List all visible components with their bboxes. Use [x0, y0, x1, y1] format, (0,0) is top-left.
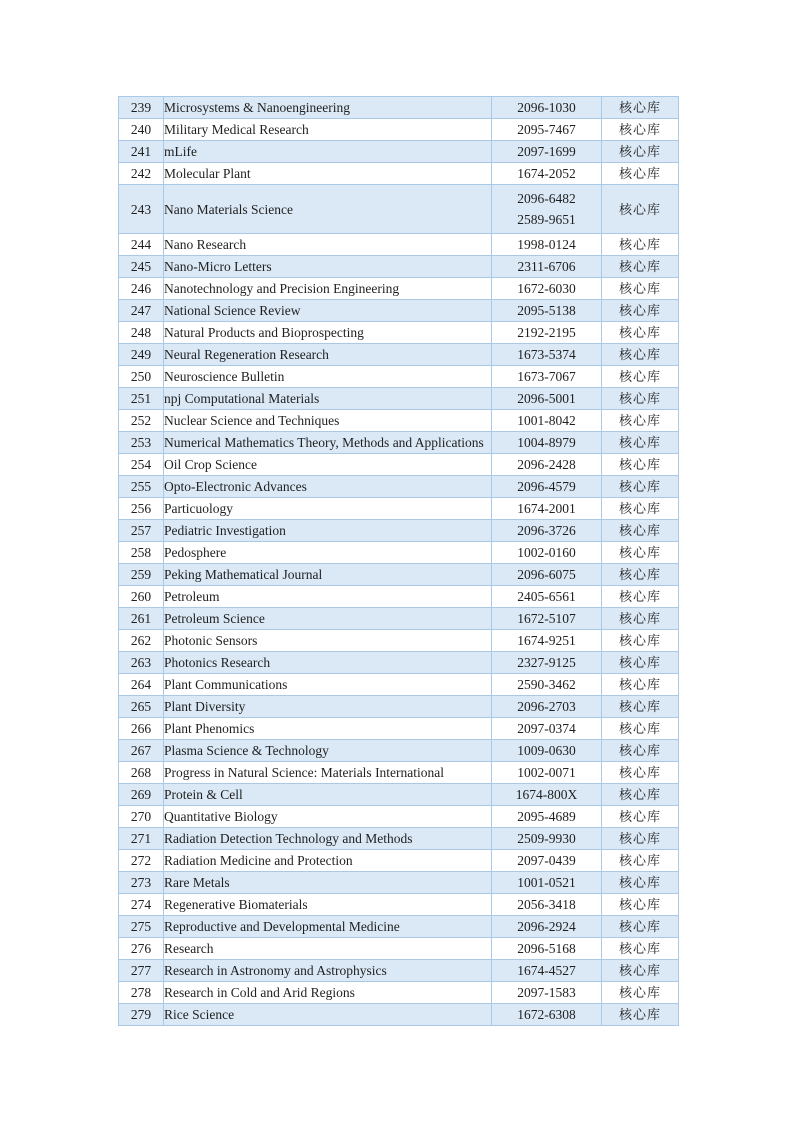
issn-cell — [492, 938, 602, 960]
row-number-cell: 262 — [119, 630, 164, 652]
journal-name-cell: Nanotechnology and Precision Engineering — [164, 278, 492, 300]
table-row — [119, 960, 679, 982]
issn-value: 2095-4689 — [517, 809, 576, 824]
issn-value: 2095-7467 — [517, 122, 576, 137]
journal-name-cell: Rare Metals — [164, 872, 492, 894]
journal-name-cell: Research in Astronomy and Astrophysics — [164, 960, 492, 982]
table-row — [119, 498, 679, 520]
issn-value: 1674-2052 — [517, 166, 576, 181]
journal-name-cell: Photonic Sensors — [164, 630, 492, 652]
journal-name-cell: Peking Mathematical Journal — [164, 564, 492, 586]
issn-cell — [492, 163, 602, 185]
row-number-cell: 256 — [119, 498, 164, 520]
issn-cell — [492, 498, 602, 520]
journal-name-cell: Nano-Micro Letters — [164, 256, 492, 278]
journal-table-container — [118, 96, 678, 1026]
journal-name-cell: Numerical Mathematics Theory, Methods and Applications — [164, 432, 492, 454]
issn-cell — [492, 185, 602, 234]
issn-cell — [492, 256, 602, 278]
issn-cell — [492, 388, 602, 410]
issn-cell — [492, 960, 602, 982]
journal-name-cell: Neural Regeneration Research — [164, 344, 492, 366]
issn-value: 2095-5138 — [517, 303, 576, 318]
journal-name-cell: npj Computational Materials — [164, 388, 492, 410]
journal-name-cell: Military Medical Research — [164, 119, 492, 141]
journal-name-cell: Pediatric Investigation — [164, 520, 492, 542]
journal-table-body — [119, 97, 679, 1026]
issn-value: 2096-2924 — [517, 919, 576, 934]
table-row — [119, 828, 679, 850]
issn-cell — [492, 476, 602, 498]
row-number-cell: 266 — [119, 718, 164, 740]
table-row — [119, 586, 679, 608]
collection-status-cell: 核心库 — [602, 630, 679, 652]
row-number-cell: 244 — [119, 234, 164, 256]
collection-status-cell: 核心库 — [602, 322, 679, 344]
row-number-cell: 247 — [119, 300, 164, 322]
issn-value: 1672-6308 — [517, 1007, 576, 1022]
issn-value: 2509-9930 — [517, 831, 576, 846]
issn-cell — [492, 630, 602, 652]
issn-cell — [492, 894, 602, 916]
issn-value: 1674-2001 — [517, 501, 576, 516]
issn-value: 1002-0071 — [517, 765, 576, 780]
table-row — [119, 564, 679, 586]
issn-cell — [492, 454, 602, 476]
table-row — [119, 344, 679, 366]
issn-value: 1001-8042 — [517, 413, 576, 428]
table-row — [119, 982, 679, 1004]
row-number-cell: 240 — [119, 119, 164, 141]
table-row — [119, 366, 679, 388]
row-number-cell: 268 — [119, 762, 164, 784]
collection-status-cell: 核心库 — [602, 454, 679, 476]
row-number-cell: 277 — [119, 960, 164, 982]
collection-status-cell: 核心库 — [602, 344, 679, 366]
issn-value: 2096-6482 — [517, 191, 576, 206]
issn-cell — [492, 410, 602, 432]
issn-value: 2056-3418 — [517, 897, 576, 912]
issn-value: 2097-0374 — [517, 721, 576, 736]
journal-name-cell: Neuroscience Bulletin — [164, 366, 492, 388]
collection-status-cell: 核心库 — [602, 718, 679, 740]
issn-value: 2097-1583 — [517, 985, 576, 1000]
row-number-cell: 275 — [119, 916, 164, 938]
collection-status-cell: 核心库 — [602, 740, 679, 762]
issn-cell — [492, 366, 602, 388]
row-number-cell: 261 — [119, 608, 164, 630]
table-row — [119, 542, 679, 564]
issn-cell — [492, 234, 602, 256]
journal-name-cell: Radiation Detection Technology and Methods — [164, 828, 492, 850]
row-number-cell: 253 — [119, 432, 164, 454]
issn-cell — [492, 872, 602, 894]
journal-table — [118, 96, 679, 1026]
issn-value: 1674-9251 — [517, 633, 576, 648]
journal-name-cell: Petroleum — [164, 586, 492, 608]
collection-status-cell: 核心库 — [602, 586, 679, 608]
table-row — [119, 938, 679, 960]
issn-cell — [492, 586, 602, 608]
table-row — [119, 608, 679, 630]
journal-name-cell: National Science Review — [164, 300, 492, 322]
row-number-cell: 263 — [119, 652, 164, 674]
issn-cell — [492, 916, 602, 938]
row-number-cell: 269 — [119, 784, 164, 806]
issn-value: 1672-5107 — [517, 611, 576, 626]
issn-value: 1001-0521 — [517, 875, 576, 890]
issn-cell — [492, 97, 602, 119]
row-number-cell: 258 — [119, 542, 164, 564]
journal-name-cell: Natural Products and Bioprospecting — [164, 322, 492, 344]
row-number-cell: 250 — [119, 366, 164, 388]
issn-value: 1998-0124 — [517, 237, 576, 252]
issn-cell — [492, 828, 602, 850]
issn-value: 1673-7067 — [517, 369, 576, 384]
issn-value: 2192-2195 — [517, 325, 576, 340]
table-row — [119, 520, 679, 542]
issn-cell — [492, 982, 602, 1004]
row-number-cell: 279 — [119, 1004, 164, 1026]
collection-status-cell: 核心库 — [602, 163, 679, 185]
table-row — [119, 674, 679, 696]
row-number-cell: 251 — [119, 388, 164, 410]
issn-value: 1672-6030 — [517, 281, 576, 296]
journal-name-cell: Progress in Natural Science: Materials International — [164, 762, 492, 784]
collection-status-cell: 核心库 — [602, 119, 679, 141]
row-number-cell: 239 — [119, 97, 164, 119]
row-number-cell: 264 — [119, 674, 164, 696]
issn-value: 2096-6075 — [517, 567, 576, 582]
table-row — [119, 432, 679, 454]
issn-value: 2405-6561 — [517, 589, 576, 604]
journal-name-cell: Photonics Research — [164, 652, 492, 674]
issn-value: 2096-4579 — [517, 479, 576, 494]
table-row — [119, 718, 679, 740]
row-number-cell: 265 — [119, 696, 164, 718]
collection-status-cell: 核心库 — [602, 784, 679, 806]
collection-status-cell: 核心库 — [602, 141, 679, 163]
issn-cell — [492, 520, 602, 542]
table-row — [119, 234, 679, 256]
collection-status-cell: 核心库 — [602, 850, 679, 872]
table-row — [119, 806, 679, 828]
issn-cell — [492, 344, 602, 366]
row-number-cell: 252 — [119, 410, 164, 432]
table-row — [119, 872, 679, 894]
issn-cell — [492, 674, 602, 696]
issn-value: 2097-0439 — [517, 853, 576, 868]
journal-name-cell: Nano Materials Science — [164, 185, 492, 234]
issn-value: 2311-6706 — [517, 259, 576, 274]
row-number-cell: 254 — [119, 454, 164, 476]
row-number-cell: 273 — [119, 872, 164, 894]
table-row — [119, 185, 679, 234]
table-row — [119, 410, 679, 432]
journal-name-cell: Petroleum Science — [164, 608, 492, 630]
issn-cell — [492, 432, 602, 454]
row-number-cell: 267 — [119, 740, 164, 762]
row-number-cell: 270 — [119, 806, 164, 828]
collection-status-cell: 核心库 — [602, 300, 679, 322]
issn-cell — [492, 119, 602, 141]
issn-cell — [492, 806, 602, 828]
issn-value: 2096-5168 — [517, 941, 576, 956]
journal-name-cell: Protein & Cell — [164, 784, 492, 806]
journal-name-cell: Quantitative Biology — [164, 806, 492, 828]
journal-name-cell: Plant Phenomics — [164, 718, 492, 740]
issn-cell — [492, 718, 602, 740]
table-row — [119, 762, 679, 784]
collection-status-cell: 核心库 — [602, 542, 679, 564]
table-row — [119, 300, 679, 322]
issn-cell — [492, 652, 602, 674]
table-row — [119, 916, 679, 938]
journal-name-cell: Plasma Science & Technology — [164, 740, 492, 762]
row-number-cell: 242 — [119, 163, 164, 185]
journal-name-cell: Plant Communications — [164, 674, 492, 696]
row-number-cell: 271 — [119, 828, 164, 850]
journal-name-cell: Reproductive and Developmental Medicine — [164, 916, 492, 938]
issn-value: 1004-8979 — [517, 435, 576, 450]
row-number-cell: 276 — [119, 938, 164, 960]
table-row — [119, 141, 679, 163]
journal-name-cell: Oil Crop Science — [164, 454, 492, 476]
issn-cell — [492, 564, 602, 586]
collection-status-cell: 核心库 — [602, 256, 679, 278]
row-number-cell: 245 — [119, 256, 164, 278]
issn-value: 2096-3726 — [517, 523, 576, 538]
collection-status-cell: 核心库 — [602, 520, 679, 542]
journal-name-cell: Nano Research — [164, 234, 492, 256]
issn-value: 2590-3462 — [517, 677, 576, 692]
journal-name-cell: Pedosphere — [164, 542, 492, 564]
collection-status-cell: 核心库 — [602, 234, 679, 256]
collection-status-cell: 核心库 — [602, 894, 679, 916]
journal-name-cell: Radiation Medicine and Protection — [164, 850, 492, 872]
issn-value: 1009-0630 — [517, 743, 576, 758]
journal-name-cell: Nuclear Science and Techniques — [164, 410, 492, 432]
row-number-cell: 249 — [119, 344, 164, 366]
collection-status-cell: 核心库 — [602, 366, 679, 388]
journal-name-cell: Regenerative Biomaterials — [164, 894, 492, 916]
journal-name-cell: Molecular Plant — [164, 163, 492, 185]
collection-status-cell: 核心库 — [602, 806, 679, 828]
collection-status-cell: 核心库 — [602, 696, 679, 718]
table-row — [119, 256, 679, 278]
journal-name-cell: Plant Diversity — [164, 696, 492, 718]
table-row — [119, 696, 679, 718]
table-row — [119, 652, 679, 674]
issn-cell — [492, 608, 602, 630]
table-row — [119, 97, 679, 119]
table-row — [119, 476, 679, 498]
collection-status-cell: 核心库 — [602, 652, 679, 674]
issn-value: 2327-9125 — [517, 655, 576, 670]
journal-name-cell: Particuology — [164, 498, 492, 520]
collection-status-cell: 核心库 — [602, 410, 679, 432]
table-row — [119, 630, 679, 652]
issn-cell — [492, 141, 602, 163]
collection-status-cell: 核心库 — [602, 916, 679, 938]
issn-cell — [492, 1004, 602, 1026]
issn-cell — [492, 784, 602, 806]
issn-cell — [492, 740, 602, 762]
issn-cell — [492, 762, 602, 784]
collection-status-cell: 核心库 — [602, 564, 679, 586]
issn-value: 1674-4527 — [517, 963, 576, 978]
row-number-cell: 241 — [119, 141, 164, 163]
row-number-cell: 246 — [119, 278, 164, 300]
journal-name-cell: Research — [164, 938, 492, 960]
collection-status-cell: 核心库 — [602, 388, 679, 410]
row-number-cell: 272 — [119, 850, 164, 872]
row-number-cell: 248 — [119, 322, 164, 344]
issn-cell — [492, 542, 602, 564]
issn-value: 2589-9651 — [517, 212, 576, 227]
issn-value: 1674-800X — [515, 787, 578, 802]
collection-status-cell: 核心库 — [602, 674, 679, 696]
issn-value: 1673-5374 — [517, 347, 576, 362]
collection-status-cell: 核心库 — [602, 960, 679, 982]
issn-value: 2096-1030 — [517, 100, 576, 115]
collection-status-cell: 核心库 — [602, 97, 679, 119]
journal-name-cell: Microsystems & Nanoengineering — [164, 97, 492, 119]
journal-name-cell: Opto-Electronic Advances — [164, 476, 492, 498]
collection-status-cell: 核心库 — [602, 762, 679, 784]
row-number-cell: 278 — [119, 982, 164, 1004]
row-number-cell: 255 — [119, 476, 164, 498]
row-number-cell: 257 — [119, 520, 164, 542]
collection-status-cell: 核心库 — [602, 498, 679, 520]
issn-value: 2096-2703 — [517, 699, 576, 714]
table-row — [119, 278, 679, 300]
issn-value: 2097-1699 — [517, 144, 576, 159]
row-number-cell: 243 — [119, 185, 164, 234]
collection-status-cell: 核心库 — [602, 476, 679, 498]
row-number-cell: 260 — [119, 586, 164, 608]
journal-name-cell: mLife — [164, 141, 492, 163]
table-row — [119, 388, 679, 410]
issn-value: 2096-2428 — [517, 457, 576, 472]
collection-status-cell: 核心库 — [602, 872, 679, 894]
row-number-cell: 274 — [119, 894, 164, 916]
collection-status-cell: 核心库 — [602, 982, 679, 1004]
table-row — [119, 163, 679, 185]
issn-cell — [492, 278, 602, 300]
collection-status-cell: 核心库 — [602, 185, 679, 234]
table-row — [119, 454, 679, 476]
collection-status-cell: 核心库 — [602, 828, 679, 850]
table-row — [119, 119, 679, 141]
collection-status-cell: 核心库 — [602, 1004, 679, 1026]
issn-value: 2096-5001 — [517, 391, 576, 406]
row-number-cell: 259 — [119, 564, 164, 586]
issn-value: 1002-0160 — [517, 545, 576, 560]
table-row — [119, 322, 679, 344]
table-row — [119, 740, 679, 762]
issn-cell — [492, 696, 602, 718]
table-row — [119, 894, 679, 916]
table-row — [119, 784, 679, 806]
collection-status-cell: 核心库 — [602, 608, 679, 630]
collection-status-cell: 核心库 — [602, 938, 679, 960]
issn-cell — [492, 850, 602, 872]
issn-cell — [492, 322, 602, 344]
collection-status-cell: 核心库 — [602, 278, 679, 300]
journal-name-cell: Rice Science — [164, 1004, 492, 1026]
issn-cell — [492, 300, 602, 322]
table-row — [119, 850, 679, 872]
journal-name-cell: Research in Cold and Arid Regions — [164, 982, 492, 1004]
collection-status-cell: 核心库 — [602, 432, 679, 454]
table-row — [119, 1004, 679, 1026]
